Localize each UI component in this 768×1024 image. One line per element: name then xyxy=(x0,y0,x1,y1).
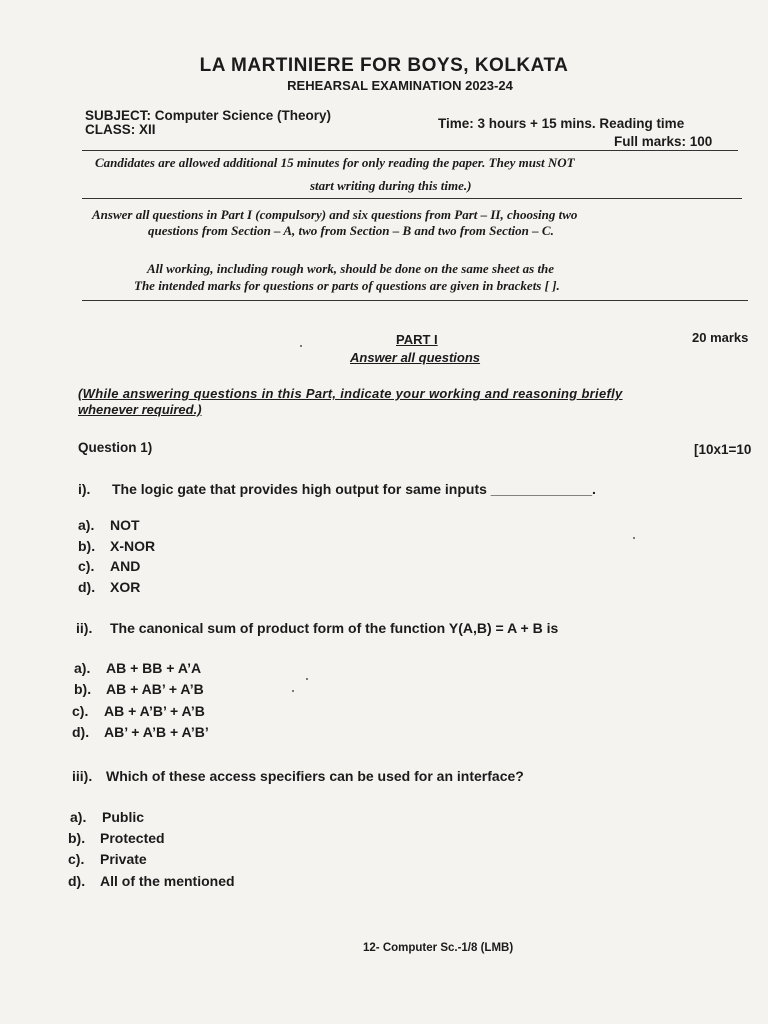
option-label: c). xyxy=(78,558,95,574)
option xyxy=(70,809,144,825)
option xyxy=(78,517,140,533)
question-number: iii). xyxy=(72,768,93,784)
option xyxy=(72,724,209,740)
part-instruction-line-1: (While answering questions in this Part, indicate your working and reasoning briefly xyxy=(78,386,623,401)
option-label: d). xyxy=(72,724,90,740)
question-heading: Question 1) xyxy=(78,440,153,455)
question-marks: [10x1=10 xyxy=(694,442,752,457)
option xyxy=(68,851,147,867)
question-text: The canonical sum of product form of the function Y(A,B) = A + B is xyxy=(110,620,559,636)
answer-note-line-1: Answer all questions in Part I (compulsory) and six questions from Part – II, choosing two xyxy=(92,207,578,222)
full-marks-label: Full marks: 100 xyxy=(614,134,713,149)
subject-label: SUBJECT: Computer Science (Theory) xyxy=(85,108,332,123)
question-text: Which of these access specifiers can be used for an interface? xyxy=(106,768,524,784)
option-text: Protected xyxy=(100,830,165,846)
speck xyxy=(292,690,294,692)
option xyxy=(78,538,155,554)
speck xyxy=(300,345,302,347)
reading-note-line-1: Candidates are allowed additional 15 minutes for only reading the paper. They must NOT xyxy=(95,155,575,170)
option-text: AB + BB + A’A xyxy=(106,660,202,676)
question-item-3 xyxy=(72,768,524,784)
option-text: AB + AB’ + A’B xyxy=(106,681,204,697)
option-label: c). xyxy=(68,851,85,867)
option-text: AND xyxy=(110,558,141,574)
option-text: NOT xyxy=(110,517,140,533)
option-label: a). xyxy=(78,517,95,533)
answer-note-line-2: questions from Section – A, two from Section – B and two from Section – C. xyxy=(148,223,554,238)
option-text: Public xyxy=(102,809,145,825)
option xyxy=(74,681,204,697)
option-label: c). xyxy=(72,703,89,719)
question-number: ii). xyxy=(76,620,93,636)
option-label: d). xyxy=(78,579,96,595)
speck xyxy=(633,537,635,539)
time-label: Time: 3 hours + 15 mins. Reading time xyxy=(438,116,685,131)
part-instruction-line-2: whenever required.) xyxy=(78,402,202,417)
class-label: CLASS: XII xyxy=(85,122,156,137)
option xyxy=(72,703,205,719)
question-item-2 xyxy=(76,620,558,636)
option-label: a). xyxy=(70,809,87,825)
part-title: PART I xyxy=(396,332,438,347)
option xyxy=(78,558,140,574)
option-label: d). xyxy=(68,873,86,889)
divider xyxy=(82,150,738,151)
option xyxy=(68,830,165,846)
speck xyxy=(306,678,308,680)
option-label: b). xyxy=(78,538,96,554)
option-label: b). xyxy=(74,681,92,697)
school-name: LA MARTINIERE FOR BOYS, KOLKATA xyxy=(199,55,569,76)
option-label: b). xyxy=(68,830,86,846)
option-text: All of the mentioned xyxy=(100,873,235,889)
option-text: XOR xyxy=(110,579,141,595)
option xyxy=(78,579,140,595)
working-note-line-1: All working, including rough work, should be done on the same sheet as the xyxy=(147,261,555,276)
divider xyxy=(82,300,748,301)
option-text: AB’ + A’B + A’B’ xyxy=(104,724,209,740)
option-text: Private xyxy=(100,851,147,867)
option-text: X-NOR xyxy=(110,538,156,554)
option-label: a). xyxy=(74,660,91,676)
part-marks: 20 marks xyxy=(692,330,749,345)
exam-title: REHEARSAL EXAMINATION 2023-24 xyxy=(287,78,513,93)
working-note-line-2: The intended marks for questions or parts of questions are given in brackets [ ]. xyxy=(134,278,560,293)
question-number: i). xyxy=(78,481,91,497)
page-footer: 12- Computer Sc.-1/8 (LMB) xyxy=(363,942,514,954)
question-item-1 xyxy=(78,481,596,497)
option xyxy=(74,660,201,676)
part-subtitle: Answer all questions xyxy=(350,350,481,365)
divider xyxy=(82,198,742,199)
question-text: The logic gate that provides high output for same inputs _____________. xyxy=(112,481,596,497)
option xyxy=(68,873,235,889)
reading-note-line-2: start writing during this time.) xyxy=(310,178,472,193)
option-text: AB + A’B’ + A’B xyxy=(104,703,205,719)
